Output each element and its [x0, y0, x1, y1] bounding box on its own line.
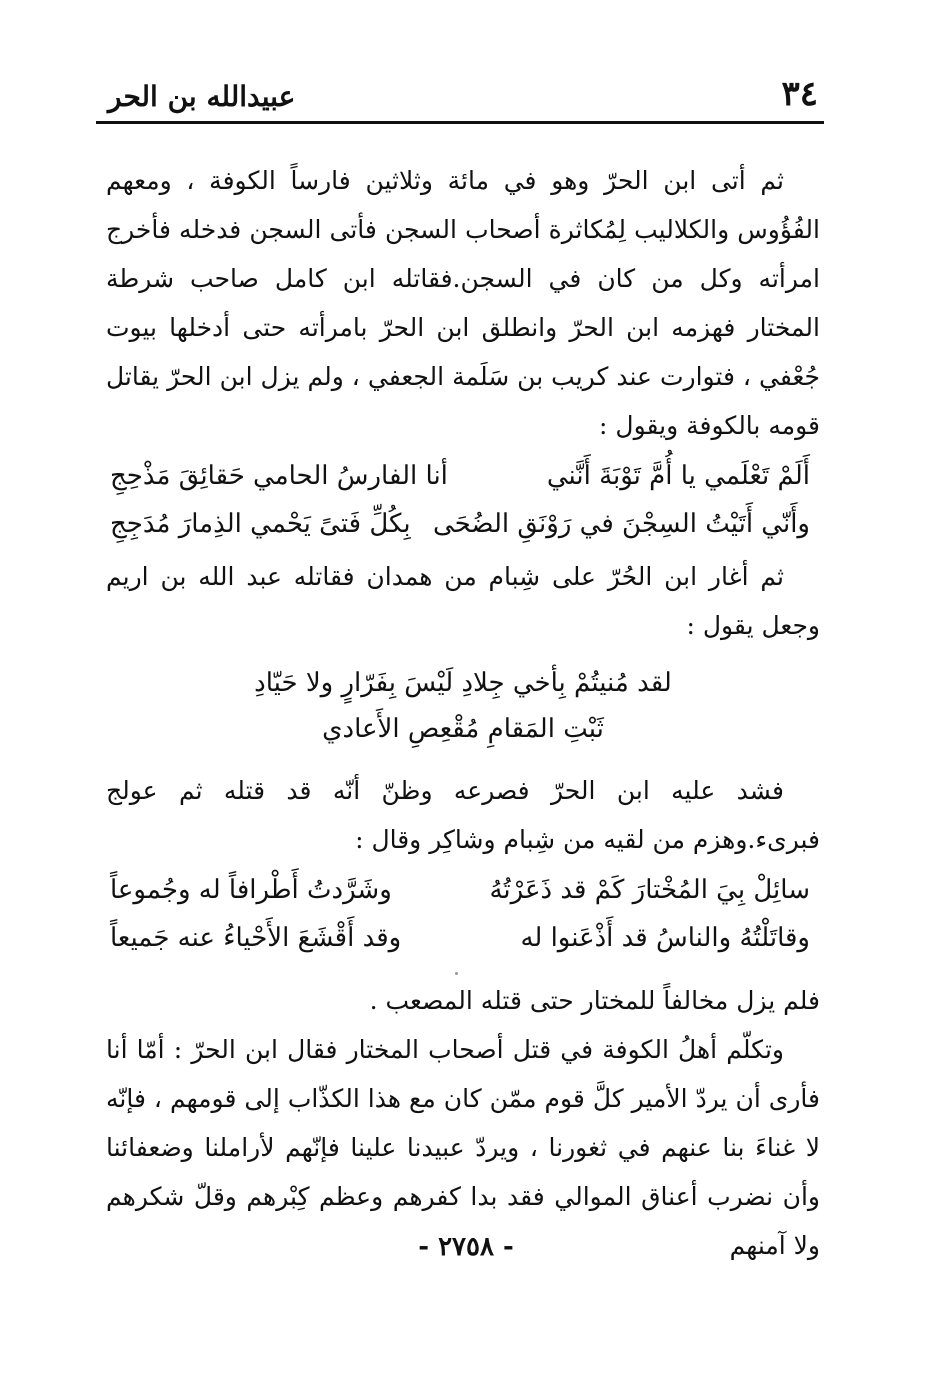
verse-first-hemistich: وقاتَلْتُهُ والناسُ قد أَذْعَنوا له	[520, 923, 810, 953]
header-divider	[96, 121, 824, 124]
page-header	[96, 68, 824, 120]
print-speck	[455, 972, 458, 975]
verse-second-hemistich: بِكُلِّ فَتىً يَحْمي الذِمارَ مُدَجِجِ	[110, 509, 411, 539]
verse-line	[106, 914, 820, 962]
folio-number: - ٢٧٥٨ -	[418, 1232, 514, 1262]
paragraph-5: وتكلّم أهلُ الكوفة في قتل أصحاب المختار فقال ابن الحرّ : أمّا أنا فأرى أن يردّ الأمير كلَّ قوم ممّن كان مع هذا الكذّاب إلى قومهم ، فإنّه لا غناءَ بنا عنهم في ثغورنا ، ويردّ عبيدنا علينا فإنّهم لأراملنا وضعفائنا وأن نضرب أعناق الموالي فقد بدا كفرهم وعظم كِبْرهم وقلّ شكرهم ولا آمنهم	[106, 1035, 820, 1260]
verse-line	[106, 866, 820, 914]
verse-line: ثَبْتِ المَقامِ مُقْعِصِ الأَعادي	[322, 714, 604, 744]
paragraph-1: ثم أتى ابن الحرّ وهو في مائة وثلاثين فارساً الكوفة ، ومعهم الفُؤُوس والكلاليب لِمُكاثرة أصحاب السجن فأتى السجن فدخله فأخرج امرأته وكل من كان في السجن.فقاتله ابن كامل صاحب شرطة المختار فهزمه ابن الحرّ وانطلق ابن الحرّ بامرأته حتى أدخلها بيوت جُعْفي ، فتوارت عند كريب بن سَلَمة الجعفي ، ولم يزل ابن الحرّ يقاتل قومه بالكوفة ويقول :	[106, 166, 820, 440]
verse-line	[106, 452, 820, 500]
verse-line	[106, 500, 820, 548]
paragraph-3: فشد عليه ابن الحرّ فصرعه وظنّ أنّه قد قتله ثم عولج فبرىء.وهزم من لقيه من شِبام وشاكِر وقال :	[106, 776, 820, 854]
verse-second-hemistich: وقد أَقْشَعَ الأَحْياءُ عنه جَميعاً	[110, 923, 402, 953]
poem-2	[106, 660, 820, 752]
paragraph-4: فلم يزل مخالفاً للمختار حتى قتله المصعب .	[369, 986, 820, 1015]
poem-3	[106, 866, 820, 962]
verse-first-hemistich: أَلَمْ تَعْلَمي يا أُمَّ تَوْبَةَ أَنَّني	[546, 461, 810, 491]
running-title: عبيدالله بن الحر	[108, 80, 296, 113]
paragraph-2: ثم أغار ابن الحُرّ على شِبام من همدان فقاتله عبد الله بن اريم وجعل يقول :	[106, 562, 820, 640]
verse-second-hemistich: وشَرَّدتُ أَطْرافاً له وجُموعاً	[110, 875, 392, 905]
page-number: ٣٤	[781, 74, 818, 114]
verse-first-hemistich: سائِلْ بِيَ المُخْتارَ كَمْ قد ذَعَرْتُهُ	[489, 875, 810, 905]
page-body	[106, 156, 820, 1270]
verse-line: لقد مُنيتُمْ بِأخي جِلادِ لَيْسَ بِفَرّارٍ ولا حَيّادِ	[254, 668, 672, 698]
verse-first-hemistich: وأَنّي أَتَيْتُ السِجْنَ في رَوْنَقِ الضُحَى	[432, 509, 810, 539]
verse-second-hemistich: أنا الفارسُ الحامي حَقائِقَ مَذْحِجِ	[110, 461, 448, 491]
poem-1	[106, 452, 820, 548]
